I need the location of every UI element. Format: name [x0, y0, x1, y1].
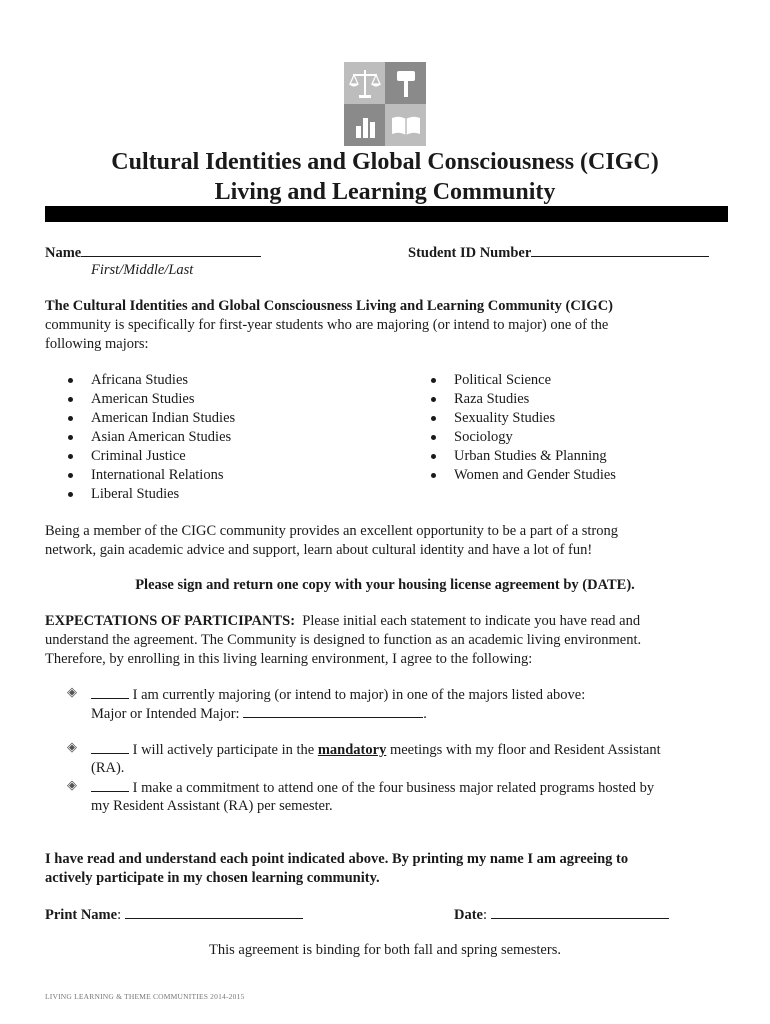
majors-list-left [46, 371, 235, 504]
list-item: Africana Studies [46, 371, 235, 390]
name-blank[interactable] [81, 243, 261, 257]
expectations-line-1: EXPECTATIONS OF PARTICIPANTS: Please initial each statement to indicate you have read and [45, 613, 641, 629]
date-blank[interactable] [491, 905, 669, 919]
print-name-blank[interactable] [125, 905, 303, 919]
chart-icon [344, 104, 385, 146]
open-book-icon [385, 104, 426, 146]
statement-3: I make a commitment to attend one of the four business major related programs hosted by [91, 778, 654, 798]
list-item: Sociology [409, 428, 616, 447]
list-item: Women and Gender Studies [409, 466, 616, 485]
mandatory-emphasis: mandatory [317, 742, 387, 758]
list-item: American Studies [46, 390, 235, 409]
diamond-bullet-icon: ◈ [67, 739, 77, 754]
student-id-label: Student ID Number [408, 245, 532, 261]
majors-list-right [409, 371, 616, 485]
student-id-blank[interactable] [531, 243, 709, 257]
list-item: Urban Studies & Planning [409, 447, 616, 466]
initials-blank[interactable] [91, 740, 129, 754]
footer-text: LIVING LEARNING & THEME COMMUNITIES 2014-2015 [45, 992, 245, 1001]
gavel-icon [385, 62, 426, 104]
form-subtitle: Living and Learning Community [214, 179, 556, 205]
major-field: Major or Intended Major: . [91, 706, 427, 722]
expectations-heading: EXPECTATIONS OF PARTICIPANTS: [45, 613, 296, 629]
intended-major-blank[interactable] [243, 704, 423, 718]
statement-3-cont: my Resident Assistant (RA) per semester. [91, 798, 333, 814]
acknowledgement-line-1: I have read and understand each point indicated above. By printing my name I am agreeing to [45, 851, 629, 867]
acknowledgement-line-2: actively participate in my chosen learning community. [45, 870, 380, 886]
date-field[interactable]: Date: [454, 905, 669, 925]
name-hint: First/Middle/Last [91, 262, 194, 278]
intro-line-2: community is specifically for first-year students who are majoring (or intend to major) one of the [45, 317, 609, 333]
benefit-line-1: Being a member of the CIGC community provides an excellent opportunity to be a part of a strong [45, 523, 619, 539]
list-item: International Relations [46, 466, 235, 485]
list-item: Liberal Studies [46, 485, 235, 504]
expectations-line-2: understand the agreement. The Community is designed to function as an academic living environment. [45, 632, 642, 648]
list-item: Sexuality Studies [409, 409, 616, 428]
list-item: Asian American Studies [46, 428, 235, 447]
initials-blank[interactable] [91, 778, 129, 792]
benefit-line-2: network, gain academic advice and support, learn about cultural identity and have a lot of fun! [45, 542, 593, 558]
sign-return-notice: Please sign and return one copy with your housing license agreement by (DATE). [135, 577, 635, 593]
statement-1: I am currently majoring (or intend to major) in one of the majors listed above: [91, 685, 585, 705]
student-id-field[interactable] [408, 243, 709, 263]
expectations-line-3: Therefore, by enrolling in this living learning environment, I agree to the following: [45, 651, 533, 667]
intro-line-1: The Cultural Identities and Global Consciousness Living and Learning Community (CIGC) [45, 298, 614, 314]
statement-2-cont: (RA). [91, 760, 125, 776]
intro-line-3: following majors: [45, 336, 149, 352]
list-item: American Indian Studies [46, 409, 235, 428]
scales-icon [344, 62, 385, 104]
date-label: Date [454, 907, 483, 923]
title-divider-bar [45, 206, 728, 222]
diamond-bullet-icon: ◈ [67, 684, 77, 699]
statement-2: I will actively participate in the mandatory meetings with my floor and Resident Assistant [91, 740, 661, 760]
list-item: Criminal Justice [46, 447, 235, 466]
list-item: Political Science [409, 371, 616, 390]
name-field[interactable] [45, 243, 261, 263]
print-name-label: Print Name [45, 907, 118, 923]
list-item: Raza Studies [409, 390, 616, 409]
name-label: Name [45, 245, 82, 261]
community-logo [344, 62, 426, 146]
binding-note: This agreement is binding for both fall and spring semesters. [209, 942, 561, 958]
diamond-bullet-icon: ◈ [67, 777, 77, 792]
form-title: Cultural Identities and Global Consciousness (CIGC) [111, 149, 659, 175]
print-name-field[interactable]: Print Name: [45, 905, 303, 925]
initials-blank[interactable] [91, 685, 129, 699]
